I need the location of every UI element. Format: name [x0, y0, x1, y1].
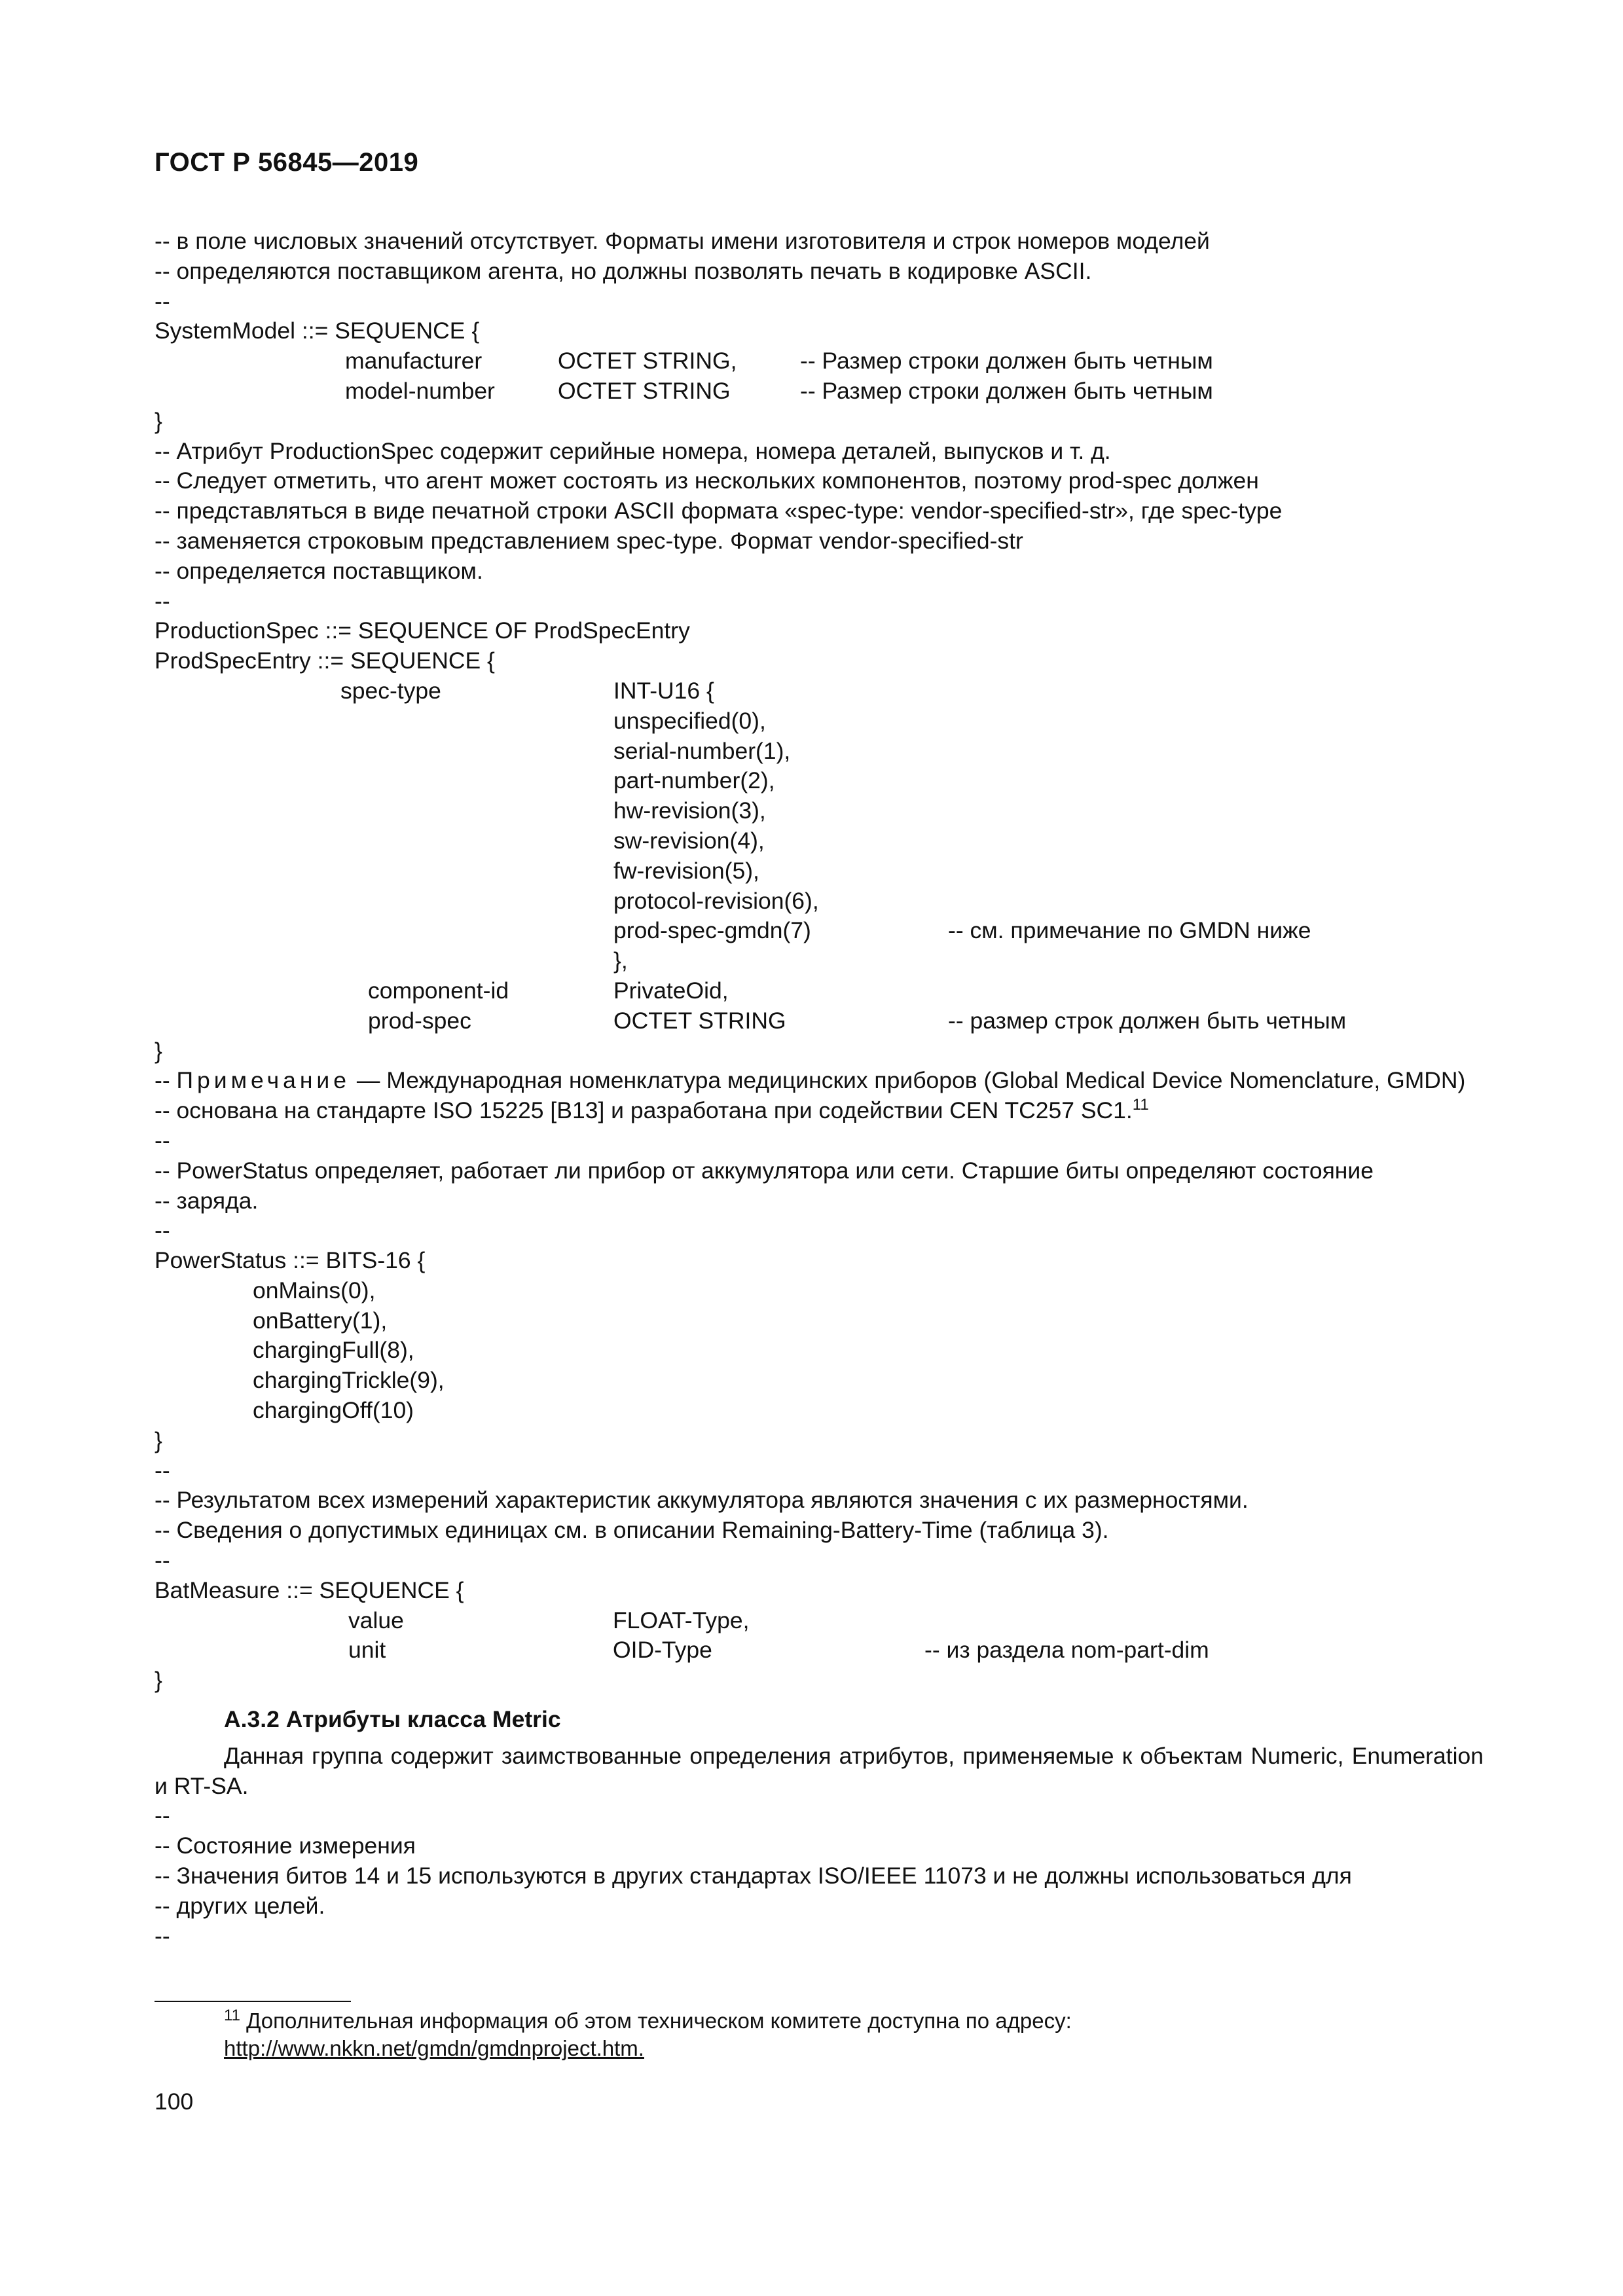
bit-item: chargingTrickle(9), [253, 1367, 445, 1394]
text-line: -- заменяется строковым представлением spec-type. Формат vendor-specified-str [155, 527, 1023, 554]
code-row-unit [155, 1635, 1484, 1666]
text-line: -- Следует отметить, что агент может состоять из нескольких компонентов, поэтому prod-spec должен [155, 467, 1259, 494]
note-continuation: -- основана на стандарте ISO 15225 [B13] и разработана при содействии CEN TC257 SC1. [155, 1097, 1133, 1124]
field-comment: -- см. примечание по GMDN ниже [948, 917, 1311, 944]
text-line: -- определяются поставщиком агента, но должны позволять печать в кодировке ASCII. [155, 257, 1092, 284]
field-type: FLOAT-Type, [613, 1607, 750, 1633]
footnote-link[interactable]: http://www.nkkn.net/gmdn/gmdnproject.htm. [224, 2036, 644, 2060]
document-body [155, 227, 1484, 1951]
footnote-divider [155, 2001, 351, 2002]
bit-item: onBattery(1), [253, 1307, 388, 1334]
field-comment: -- Размер строки должен быть четным [800, 377, 1213, 404]
enum-item: serial-number(1), [613, 737, 791, 764]
bit-item: chargingOff(10) [253, 1397, 414, 1424]
footnote-text: Дополнительная информация об этом техническом комитете доступна по адресу: [240, 2009, 1072, 2033]
bit-row [155, 1306, 1484, 1336]
code-line: ProdSpecEntry ::= SEQUENCE { [155, 647, 495, 674]
enum-row [155, 766, 1484, 796]
enum-item: fw-revision(5), [613, 857, 759, 884]
footnote-number: 11 [224, 2007, 240, 2024]
code-line: } [155, 1427, 162, 1453]
code-line: PowerStatus ::= BITS-16 { [155, 1247, 426, 1274]
code-row-prod-spec [155, 1006, 1484, 1036]
text-line: -- [155, 1547, 170, 1574]
text-line: -- [155, 1127, 170, 1154]
code-row-component-id [155, 976, 1484, 1006]
text-line: -- [155, 1457, 170, 1484]
note-label: Примечание [176, 1067, 350, 1094]
text-line: -- Результатом всех измерений характеристик аккумулятора являются значения с их размерностями. [155, 1487, 1249, 1514]
document-header: ГОСТ Р 56845—2019 [155, 148, 419, 177]
enum-item: sw-revision(4), [613, 827, 765, 854]
text-line: -- Состояние измерения [155, 1832, 416, 1859]
section-paragraph: Данная группа содержит заимствованные определения атрибутов, применяемые к объектам Numeric, Enumeration и RT-SA. [155, 1742, 1484, 1799]
field-type: OCTET STRING [613, 1007, 786, 1034]
note-prefix: -- [155, 1067, 177, 1094]
enum-item: prod-spec-gmdn(7) [613, 917, 811, 944]
text-line: -- других целей. [155, 1892, 325, 1919]
code-row-spec-type [155, 676, 1484, 706]
footnote [224, 2007, 1468, 2062]
text-line: -- Сведения о допустимых единицах см. в описании Remaining-Battery-Time (таблица 3). [155, 1517, 1109, 1544]
footnote-ref: 11 [1132, 1096, 1149, 1114]
page-number: 100 [155, 2088, 194, 2115]
code-line: } [155, 1667, 162, 1694]
code-row-manufacturer [155, 346, 1484, 376]
enum-row [155, 856, 1484, 886]
field-name: unit [348, 1637, 386, 1664]
field-name: prod-spec [368, 1007, 471, 1034]
bit-row [155, 1276, 1484, 1306]
text-line [155, 1096, 1484, 1126]
enum-row [155, 916, 1484, 946]
text-line: -- [155, 1802, 170, 1829]
code-line: } [155, 1037, 162, 1064]
enum-row [155, 706, 1484, 737]
field-name: value [348, 1607, 404, 1633]
enum-item: }, [613, 947, 628, 974]
enum-item: part-number(2), [613, 767, 775, 794]
text-line: -- [155, 287, 170, 314]
enum-item: INT-U16 { [613, 677, 714, 704]
enum-item: hw-revision(3), [613, 797, 766, 824]
text-line: -- в поле числовых значений отсутствует. Форматы имени изготовителя и строк номеров моделей [155, 228, 1210, 254]
text-line: -- заряда. [155, 1187, 259, 1214]
field-type: OID-Type [613, 1637, 712, 1664]
enum-row [155, 946, 1484, 976]
enum-row [155, 826, 1484, 856]
enum-item: protocol-revision(6), [613, 887, 819, 914]
code-line: } [155, 407, 162, 434]
note-text: — Международная номенклатура медицинских приборов (Global Medical Device Nomenclature, GMDN) [350, 1067, 1466, 1094]
field-comment: -- размер строк должен быть четным [948, 1007, 1347, 1034]
field-name: component-id [368, 977, 509, 1004]
field-type: OCTET STRING, [558, 348, 737, 374]
field-comment: -- Размер строки должен быть четным [800, 348, 1213, 374]
code-row-model-number [155, 376, 1484, 407]
text-line: -- PowerStatus определяет, работает ли прибор от аккумулятора или сети. Старшие биты определяют состояние [155, 1157, 1374, 1184]
field-name: manufacturer [345, 348, 483, 374]
note-paragraph [155, 1066, 1484, 1096]
text-line: -- [155, 587, 170, 614]
field-comment: -- из раздела nom-part-dim [924, 1637, 1209, 1664]
bit-item: chargingFull(8), [253, 1337, 414, 1364]
code-line: ProductionSpec ::= SEQUENCE OF ProdSpecEntry [155, 617, 690, 644]
text-line: -- [155, 1217, 170, 1244]
text-line: -- представляться в виде печатной строки ASCII формата «spec-type: vendor-specified-str», где spec-type [155, 498, 1283, 524]
code-line: BatMeasure ::= SEQUENCE { [155, 1576, 464, 1603]
section-heading: А.3.2 Атрибуты класса Metric [224, 1706, 561, 1733]
enum-row [155, 886, 1484, 917]
text-line: -- Значения битов 14 и 15 используются в других стандартах ISO/IEEE 11073 и не должны использоваться для [155, 1863, 1352, 1889]
field-name: spec-type [340, 677, 441, 704]
text-line: -- [155, 1922, 170, 1949]
bit-row [155, 1366, 1484, 1396]
bit-item: onMains(0), [253, 1277, 376, 1303]
bit-row [155, 1396, 1484, 1426]
code-row-value [155, 1606, 1484, 1636]
code-line: SystemModel ::= SEQUENCE { [155, 318, 480, 344]
text-line: -- Атрибут ProductionSpec содержит серийные номера, номера деталей, выпусков и т. д. [155, 437, 1111, 464]
field-type: OCTET STRING [558, 377, 731, 404]
field-name: model-number [345, 377, 495, 404]
enum-item: unspecified(0), [613, 707, 766, 734]
field-type: PrivateOid, [613, 977, 729, 1004]
text-line: -- определяется поставщиком. [155, 557, 483, 584]
enum-row [155, 796, 1484, 826]
bit-row [155, 1336, 1484, 1366]
enum-row [155, 737, 1484, 767]
